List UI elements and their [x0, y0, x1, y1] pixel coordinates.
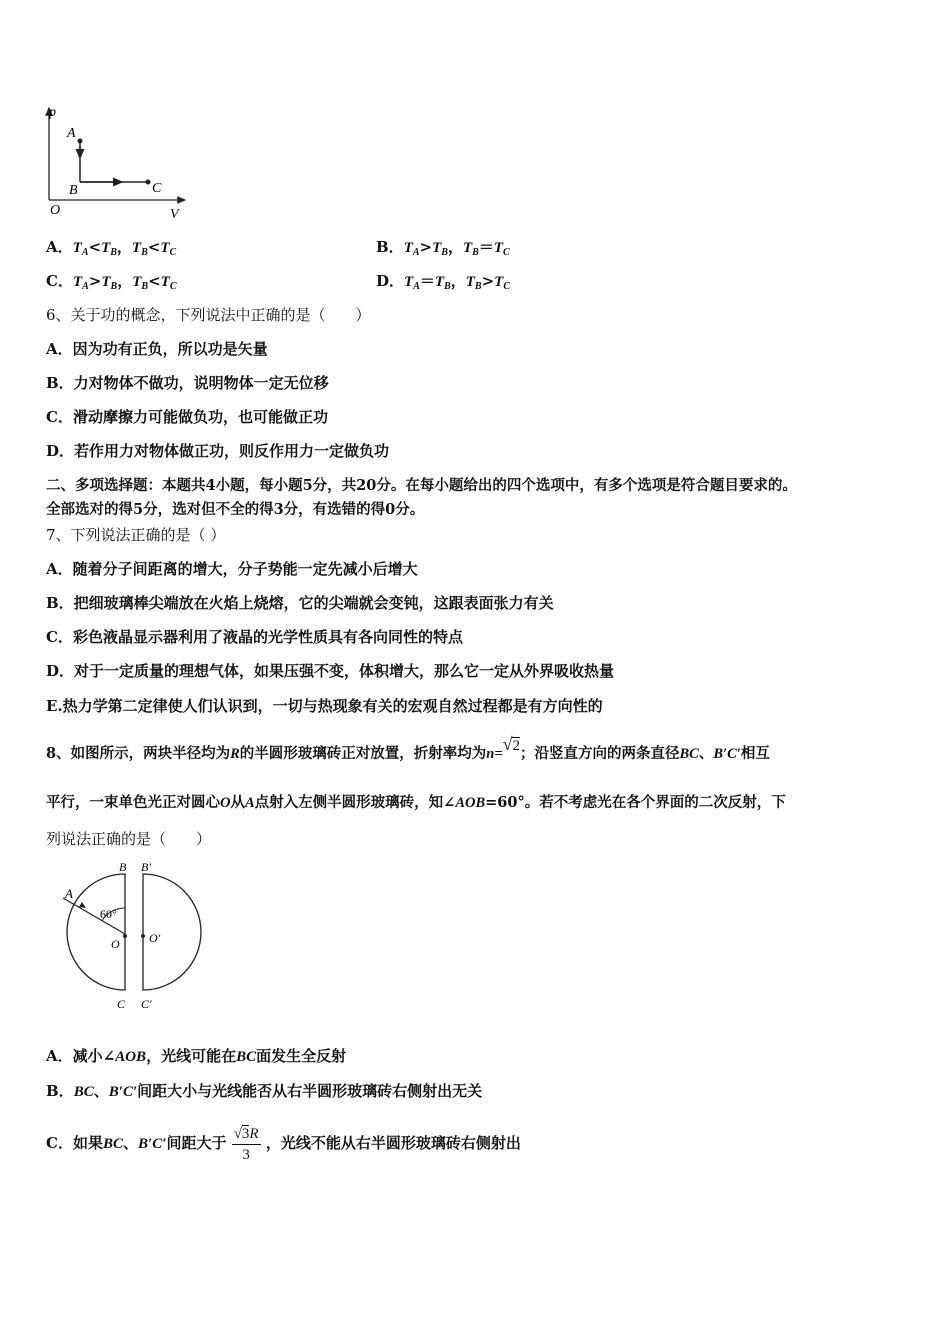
q8-stem-line3: 列说法正确的是（ ） [46, 830, 212, 848]
center-o [123, 934, 127, 938]
q5-option-a: A．$T_A<T_B$，$T_B<T_C$ [46, 238, 177, 258]
section2-line2: 全部选对的得5分，选对但不全的得3分，有选错的得0分。 [46, 501, 425, 518]
q7-option-b: B．把细玻璃棒尖端放在火焰上烧熔，它的尖端就会变钝，这跟表面张力有关 [46, 594, 554, 612]
q5-option-d: D．$T_A=T_B$，$T_B>T_C$ [376, 272, 510, 292]
q8-option-c: C．如果BC、B′C′间距大于 $\frac{√3R}{3}$ ，光线不能从右半圆形玻璃砖右侧射出 [46, 1125, 521, 1163]
axis-v-label: V [170, 207, 179, 222]
q7-option-a: A．随着分子间距离的增大，分子势能一定先减小后增大 [46, 560, 418, 578]
section2-line1: 二、多项选择题：本题共4小题，每小题5分，共20分。在每小题给出的四个选项中，有多个选项是符合题目要求的。 [46, 477, 797, 494]
fig-label-b: B [119, 860, 127, 874]
q6-option-d: D．若作用力对物体做正功，则反作用力一定做负功 [46, 442, 390, 460]
fig-label-a: A [65, 886, 73, 901]
q8-option-a: A．减小∠AOB，光线可能在BC面发生全反射 [46, 1047, 347, 1065]
fig-label-cp: C′ [141, 997, 152, 1011]
center-op [141, 934, 145, 938]
q6-stem: 6、关于功的概念，下列说法中正确的是（ ） [46, 306, 371, 324]
q8-figure [55, 858, 215, 1018]
q8-option-b: B．BC、B′C′间距大小与光线能否从右半圆形玻璃砖右侧射出无关 [46, 1082, 483, 1100]
q7-option-d: D．对于一定质量的理想气体，如果压强不变，体积增大，那么它一定从外界吸收热量 [46, 662, 615, 680]
fig-label-c: C [117, 997, 126, 1011]
origin-label: O [50, 203, 61, 218]
q7-option-e: E.热力学第二定律使人们认识到，一切与热现象有关的宏观自然过程都是有方向性的 [46, 697, 603, 715]
q8-stem-line1: 8、如图所示，两块半径均为R的半圆形玻璃砖正对放置，折射率均为n=√2；沿竖直方向的两条直径BC、B′C′相互 [46, 734, 770, 762]
fig-label-angle: 60° [100, 907, 117, 921]
fig-label-bp: B′ [141, 860, 151, 874]
q6-option-c: C．滑动摩擦力可能做负功，也可能做正功 [46, 408, 328, 426]
fig-label-op: O′ [149, 931, 161, 945]
axis-p-label: p [49, 105, 56, 120]
fig-label-o: O [111, 937, 120, 951]
point-c [146, 180, 151, 185]
q7-stem: 7、下列说法正确的是（ ） [46, 526, 226, 544]
q5-option-b: B．$T_A>T_B$，$T_B=T_C$ [376, 238, 510, 258]
fraction-sqrt3r-over-3: $\frac{√3R}{3}$ [233, 1125, 259, 1163]
q6-option-a: A．因为功有正负，所以功是矢量 [46, 340, 268, 358]
point-a-label: A [67, 126, 76, 141]
point-c-label: C [152, 181, 162, 196]
sqrt2: √2 [502, 734, 520, 754]
q8-stem-line2: 平行，一束单色光正对圆心O从A点射入左侧半圆形玻璃砖，知∠AOB=60°。若不考虑光在各个界面的二次反射，下 [46, 794, 786, 811]
pv-graph [40, 96, 200, 226]
point-a [78, 139, 83, 144]
q5-option-c: C．$T_A>T_B$，$T_B<T_C$ [46, 272, 177, 292]
q6-option-b: B．力对物体不做功，说明物体一定无位移 [46, 374, 329, 392]
left-semicircle [67, 874, 125, 990]
point-b-label: B [69, 183, 78, 198]
ray-arrow [79, 902, 86, 908]
q7-option-c: C．彩色液晶显示器利用了液晶的光学性质具有各向同性的特点 [46, 628, 463, 646]
